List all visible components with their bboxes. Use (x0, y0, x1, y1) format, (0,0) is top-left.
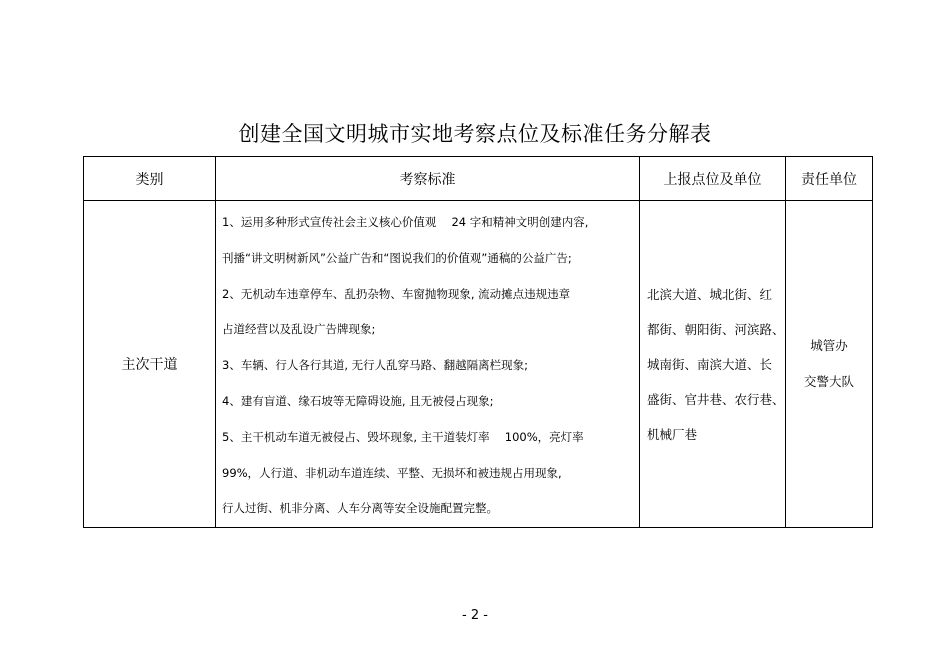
standard-cell (216, 201, 640, 528)
standard-line: 4、建有盲道、缘石坡等无障碍设施, 且无被侵占现象; (222, 393, 494, 408)
header-category: 类别 (84, 157, 216, 201)
responsible-cell (786, 201, 873, 528)
location-cell (640, 201, 786, 528)
standard-line: 99%，人行道、非机动车道连续、平整、无损坏和被违规占用现象, (222, 465, 562, 480)
table-row (84, 201, 873, 528)
standard-line: 占道经营以及乱设广告牌现象; (222, 322, 376, 337)
standard-line: 1、运用多种形式宣传社会主义核心价值观 24 字和精神文明创建内容, (222, 215, 589, 229)
header-location: 上报点位及单位 (640, 157, 786, 201)
document-title: 创建全国文明城市实地考察点位及标准任务分解表 (238, 122, 712, 146)
responsible-line: 交警大队 (803, 374, 854, 390)
category-cell: 主次干道 (84, 201, 216, 528)
standard-line: 刊播“讲文明树新风”公益广告和“图说我们的价值观”通稿的公益广告; (222, 250, 572, 265)
location-line: 机械厂巷 (647, 426, 698, 442)
page-number: - 2 - (462, 608, 488, 623)
header-standard: 考察标准 (216, 157, 640, 201)
location-line: 盛街、官井巷、农行巷、 (647, 391, 785, 407)
location-line: 北滨大道、城北街、红 (647, 286, 773, 302)
standard-line: 行人过街、机非分离、人车分离等安全设施配置完整。 (222, 501, 498, 516)
standard-line: 5、主干机动车道无被侵占、毁坏现象, 主干道装灯率 100%，亮灯率 (222, 429, 584, 444)
standard-line: 3、车辆、行人各行其道, 无行人乱穿马路、翻越隔离栏现象; (222, 358, 528, 373)
header-responsible: 责任单位 (786, 157, 873, 201)
responsible-line: 城管办 (810, 338, 848, 354)
standard-line: 2、无机动车违章停车、乱扔杂物、车窗抛物现象, 流动摊点违规违章 (222, 286, 571, 301)
location-line: 城南街、南滨大道、长 (647, 356, 773, 372)
table-header-row (84, 157, 873, 201)
location-line: 都街、朝阳街、河滨路、 (647, 321, 785, 337)
task-table (83, 156, 873, 528)
